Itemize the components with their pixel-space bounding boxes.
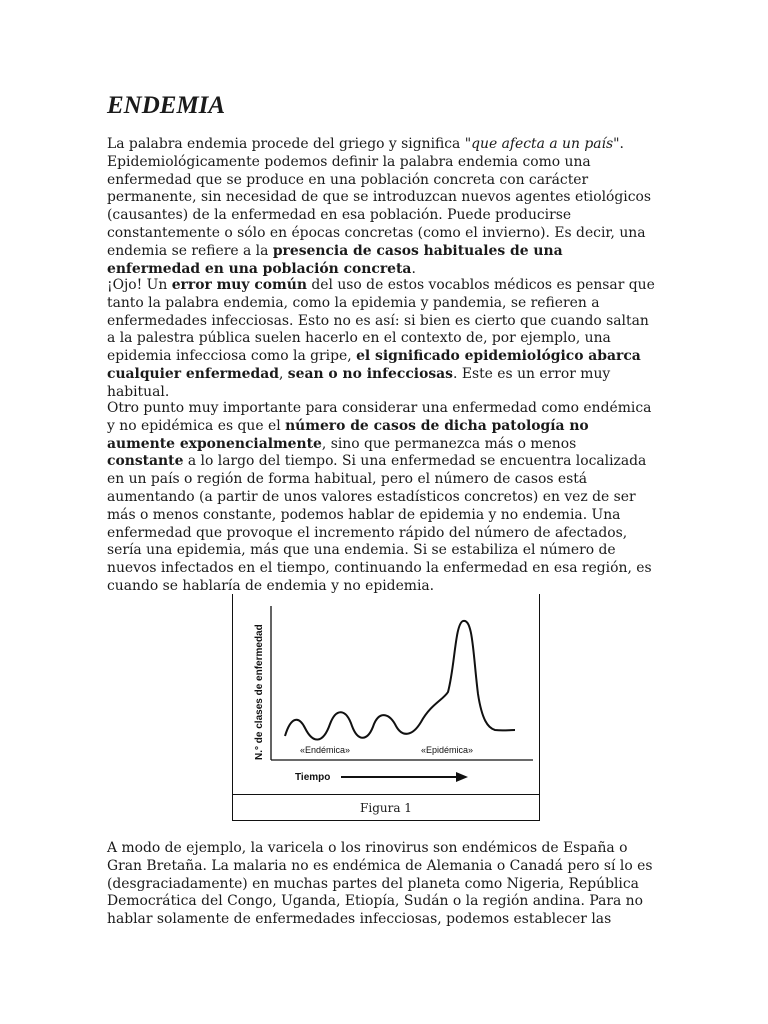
paragraph-constant-cases — [107, 400, 657, 596]
figure-endemic-vs-epidemic — [232, 594, 540, 821]
text-run: , — [278, 365, 288, 382]
epidemic-label: «Epidémica» — [421, 745, 474, 755]
text-run: ¡Ojo! Un — [107, 277, 172, 293]
figure-caption: Figura 1 — [233, 794, 539, 821]
text-run: ". Epidemiológicamente podemos definir la palabra endemia como una enfermedad que se produce en una población concreta con carácter permanente, sin necesidad de que se introduzcan nuevos agentes etiológicos (causantes) de la enfermedad en esa población. Puede producirse constantemente o sólo en épocas concretas (como el invierno). Es decir, una endemia se refiere a la — [107, 136, 651, 259]
bold-emphasis: constante — [107, 453, 184, 470]
bold-emphasis: número de casos de dicha patología no aumente exponencialmente — [107, 417, 589, 452]
text-run: , sino que permanezca más o menos — [321, 435, 577, 452]
bold-emphasis: sean o no infecciosas — [287, 365, 453, 382]
text-run: . Este es un error muy habitual. — [107, 365, 611, 400]
bold-emphasis: el significado epidemiológico abarca cualquier enfermedad — [107, 348, 641, 382]
time-arrow-head — [456, 772, 468, 782]
endemic-label: «Endémica» — [300, 745, 351, 755]
page-title: ENDEMIA — [107, 92, 226, 119]
bold-emphasis: presencia de casos habituales de una enfermedad en una población concreta — [107, 242, 563, 277]
italic-quote: que afecta a un país — [471, 136, 614, 152]
paragraph-definition — [107, 136, 657, 278]
text-run: . — [411, 260, 416, 277]
text-run: del uso de estos vocablos médicos es pensar que tanto la palabra endemia, como la epidemia y pandemia, se refieren a enfermedades infecciosas. Esto no es así: si bien es cierto que cuando saltan a la palestra pública suelen hacerlo en el contexto de, por ejemplo, una epidemia infecciosa como la gripe, — [107, 277, 655, 365]
x-axis-label: Tiempo — [295, 772, 331, 783]
y-axis-label: N.° de clases de enfermedad — [254, 624, 265, 760]
figure-graph — [233, 594, 539, 794]
incidence-curve — [285, 621, 515, 740]
paragraph-examples: A modo de ejemplo, la varicela o los rinovirus son endémicos de España o Gran Bretaña. La malaria no es endémica de Alemania o Canadá pero sí lo es (desgraciadamente) en muchas partes del planeta como Nigeria, República Democrática del Congo, Uganda, Etiopía, Sudán o la región andina. Para no hablar solamente de enfermedades infecciosas, podemos establecer las — [107, 840, 653, 928]
bold-emphasis: error muy común — [171, 277, 307, 293]
text-run: La palabra endemia procede del griego y significa " — [107, 136, 472, 152]
paragraph-common-error — [107, 277, 657, 402]
text-run: Otro punto muy importante para considerar una enfermedad como endémica y no epidémica es que el — [107, 400, 652, 434]
text-run: a lo largo del tiempo. Si una enfermedad se encuentra localizada en un país o región de forma habitual, pero el número de casos está aumentando (a partir de unos valores estadísticos concretos) en vez de ser más o menos constante, podemos hablar de epidemia y no endemia. Una enfermedad que provoque el incremento rápido del número de afectados, sería una epidemia, más que una endemia. Si se estabiliza el número de nuevos infectados en el tiempo, continuando la enfermedad en esa región, es cuando se hablaría de endemia y no epidemia. — [107, 453, 652, 594]
